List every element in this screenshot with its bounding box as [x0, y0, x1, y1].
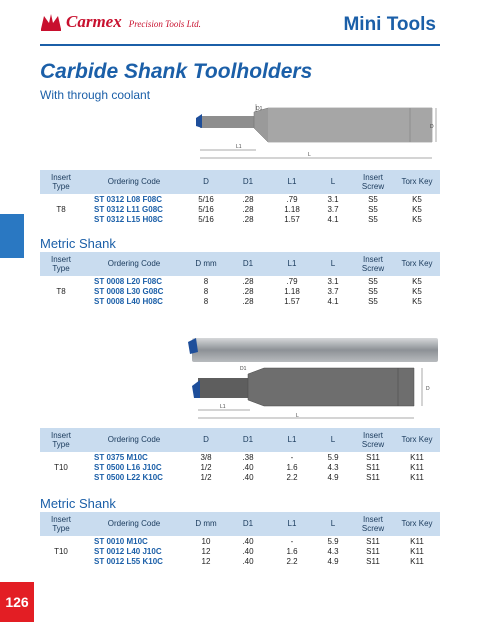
col-l1: L1 [270, 252, 314, 276]
col-torx-key: Torx Key [394, 428, 440, 452]
cell-l: 3.1 [327, 194, 339, 204]
ordering-code: ST 0500 L16 J10C [94, 462, 162, 472]
cell-d1: .40 [242, 472, 254, 482]
cell-d1: .40 [242, 556, 254, 566]
cell-d: 12 [201, 556, 211, 566]
cell-d1: .28 [242, 276, 254, 286]
col-insert-type: Insert Type [40, 252, 82, 276]
cell-l: 4.3 [327, 462, 339, 472]
table-row [40, 194, 440, 205]
cell-key: K5 [412, 286, 422, 296]
cell-l1: 2.2 [286, 472, 298, 482]
cell-screw: S5 [368, 296, 378, 306]
col-l: L [314, 428, 352, 452]
dim-l-label: L [296, 413, 299, 419]
insert-type-cell: T8 [56, 286, 66, 296]
cell-key: K5 [412, 194, 422, 204]
cell-l1: 1.18 [284, 286, 300, 296]
toolholder-drawing-2 [190, 362, 442, 424]
cell-key: K5 [412, 204, 422, 214]
ordering-code: ST 0312 L11 G08C [94, 204, 163, 214]
dim-d1-label: D1 [240, 366, 247, 372]
table-row [40, 215, 440, 225]
table-row [40, 287, 440, 297]
page-subtitle: With through coolant [40, 88, 151, 102]
page-header [0, 0, 480, 48]
table-row [40, 463, 440, 473]
dim-d1-label: D1 [256, 106, 263, 112]
table-row [40, 536, 440, 547]
cell-l1: 2.2 [286, 556, 298, 566]
ordering-code: ST 0500 L22 K10C [94, 472, 163, 482]
cell-d1: .28 [242, 286, 254, 296]
col-d: D [186, 428, 226, 452]
cell-d: 12 [201, 546, 211, 556]
dim-d-label: D [430, 124, 434, 130]
table-row [40, 547, 440, 557]
ordering-code: ST 0010 M10C [94, 536, 148, 546]
ordering-code: ST 0008 L40 H08C [94, 296, 163, 306]
cell-key: K11 [410, 536, 424, 546]
ordering-code: ST 0008 L30 G08C [94, 286, 164, 296]
col-insert-screw: Insert Screw [352, 428, 394, 452]
crown-logo-icon [40, 13, 62, 31]
metric-shank-heading-1: Metric Shank [40, 236, 116, 251]
cell-d: 3/8 [200, 452, 212, 462]
carmex-logo [40, 12, 201, 32]
cell-key: K11 [410, 462, 424, 472]
cell-l1: 1.57 [284, 214, 300, 224]
cell-l: 3.7 [327, 286, 339, 296]
col-insert-screw: Insert Screw [352, 512, 394, 536]
cell-d1: .40 [242, 536, 254, 546]
col-ordering-code: Ordering Code [82, 252, 186, 276]
table-row [40, 205, 440, 215]
cell-l: 4.9 [327, 556, 339, 566]
cell-key: K5 [412, 214, 422, 224]
col-insert-type: Insert Type [40, 170, 82, 194]
cell-screw: S11 [366, 462, 380, 472]
cell-l1: .79 [286, 276, 298, 286]
cell-screw: S11 [366, 536, 380, 546]
cell-l1: 1.57 [284, 296, 300, 306]
cell-d: 8 [203, 276, 209, 286]
ordering-code: ST 0312 L08 F08C [94, 194, 163, 204]
section-tab [0, 214, 24, 258]
cell-d1: .40 [242, 462, 254, 472]
col-insert-screw: Insert Screw [352, 252, 394, 276]
dim-l1-label: L1 [220, 404, 226, 410]
cell-l: 5.9 [327, 452, 339, 462]
cell-l1: 1.18 [284, 204, 300, 214]
table-row [40, 473, 440, 483]
col-ordering-code: Ordering Code [82, 170, 186, 194]
ordering-code: ST 0375 M10C [94, 452, 148, 462]
cell-l: 4.1 [327, 296, 339, 306]
cell-key: K5 [412, 276, 422, 286]
inch-table-t8 [40, 170, 440, 225]
cell-d: 8 [203, 286, 209, 296]
cell-d: 5/16 [198, 194, 214, 204]
col-d1: D1 [226, 512, 270, 536]
cell-l: 3.7 [327, 204, 339, 214]
cell-l1: - [290, 452, 294, 462]
col-l: L [314, 170, 352, 194]
ordering-code: ST 0312 L15 H08C [94, 214, 163, 224]
cell-l: 3.1 [327, 276, 339, 286]
header-divider [40, 44, 440, 46]
cell-d1: .28 [242, 296, 254, 306]
page-number: 126 [0, 582, 34, 622]
cell-screw: S5 [368, 194, 378, 204]
metric-table-t10 [40, 512, 440, 567]
col-insert-type: Insert Type [40, 512, 82, 536]
dim-d-label: D [426, 386, 430, 392]
col-l1: L1 [270, 512, 314, 536]
cell-d: 8 [203, 296, 209, 306]
col-l: L [314, 512, 352, 536]
cell-d: 1/2 [200, 472, 212, 482]
cell-screw: S5 [368, 204, 378, 214]
col-ordering-code: Ordering Code [82, 428, 186, 452]
col-torx-key: Torx Key [394, 170, 440, 194]
col-d1: D1 [226, 252, 270, 276]
table-row [40, 297, 440, 307]
cell-d: 10 [201, 536, 211, 546]
table-row [40, 276, 440, 287]
cell-d: 5/16 [198, 204, 214, 214]
inch-table-t10 [40, 428, 440, 483]
col-l1: L1 [270, 428, 314, 452]
cell-d1: .28 [242, 214, 254, 224]
cell-screw: S5 [368, 276, 378, 286]
col-l: L [314, 252, 352, 276]
col-insert-screw: Insert Screw [352, 170, 394, 194]
col-d: D [186, 170, 226, 194]
cell-key: K11 [410, 472, 424, 482]
cell-screw: S11 [366, 472, 380, 482]
metric-table-t8 [40, 252, 440, 307]
insert-type-cell: T10 [54, 546, 68, 556]
cell-screw: S11 [366, 556, 380, 566]
col-torx-key: Torx Key [394, 512, 440, 536]
cell-l: 4.3 [327, 546, 339, 556]
dim-l-label: L [308, 152, 311, 158]
cell-d: 5/16 [198, 214, 214, 224]
brand-subtitle: Precision Tools Ltd. [128, 19, 201, 29]
col-d-mm: D mm [186, 512, 226, 536]
cell-screw: S11 [366, 546, 380, 556]
section-title: Mini Tools [343, 14, 436, 35]
cell-l: 4.1 [327, 214, 339, 224]
cell-d1: .28 [242, 204, 254, 214]
col-ordering-code: Ordering Code [82, 512, 186, 536]
cell-l1: .79 [286, 194, 298, 204]
cell-l1: 1.6 [286, 462, 298, 472]
dim-l1-label: L1 [236, 144, 242, 150]
cell-key: K11 [410, 452, 424, 462]
cell-d1: .38 [242, 452, 254, 462]
cell-l1: 1.6 [286, 546, 298, 556]
col-l1: L1 [270, 170, 314, 194]
cell-l: 4.9 [327, 472, 339, 482]
cell-screw: S11 [366, 452, 380, 462]
col-d-mm: D mm [186, 252, 226, 276]
cell-d1: .28 [242, 194, 254, 204]
cell-l: 5.9 [327, 536, 339, 546]
ordering-code: ST 0012 L55 K10C [94, 556, 163, 566]
left-margin [0, 0, 30, 622]
insert-type-cell: T10 [54, 462, 68, 472]
cell-screw: S5 [368, 214, 378, 224]
cell-screw: S5 [368, 286, 378, 296]
table-row [40, 452, 440, 463]
insert-type-cell: T8 [56, 204, 66, 214]
ordering-code: ST 0008 L20 F08C [94, 276, 163, 286]
col-torx-key: Torx Key [394, 252, 440, 276]
brand-name: Carmex [66, 12, 122, 31]
col-d1: D1 [226, 170, 270, 194]
page-title: Carbide Shank Toolholders [40, 60, 313, 83]
cell-l1: - [290, 536, 294, 546]
toolholder-drawing-1 [196, 102, 446, 164]
cell-key: K11 [410, 556, 424, 566]
metric-shank-heading-2: Metric Shank [40, 496, 116, 511]
col-d1: D1 [226, 428, 270, 452]
col-insert-type: Insert Type [40, 428, 82, 452]
table-row [40, 557, 440, 567]
cell-d: 1/2 [200, 462, 212, 472]
cell-key: K11 [410, 546, 424, 556]
ordering-code: ST 0012 L40 J10C [94, 546, 162, 556]
cell-key: K5 [412, 296, 422, 306]
cell-d1: .40 [242, 546, 254, 556]
